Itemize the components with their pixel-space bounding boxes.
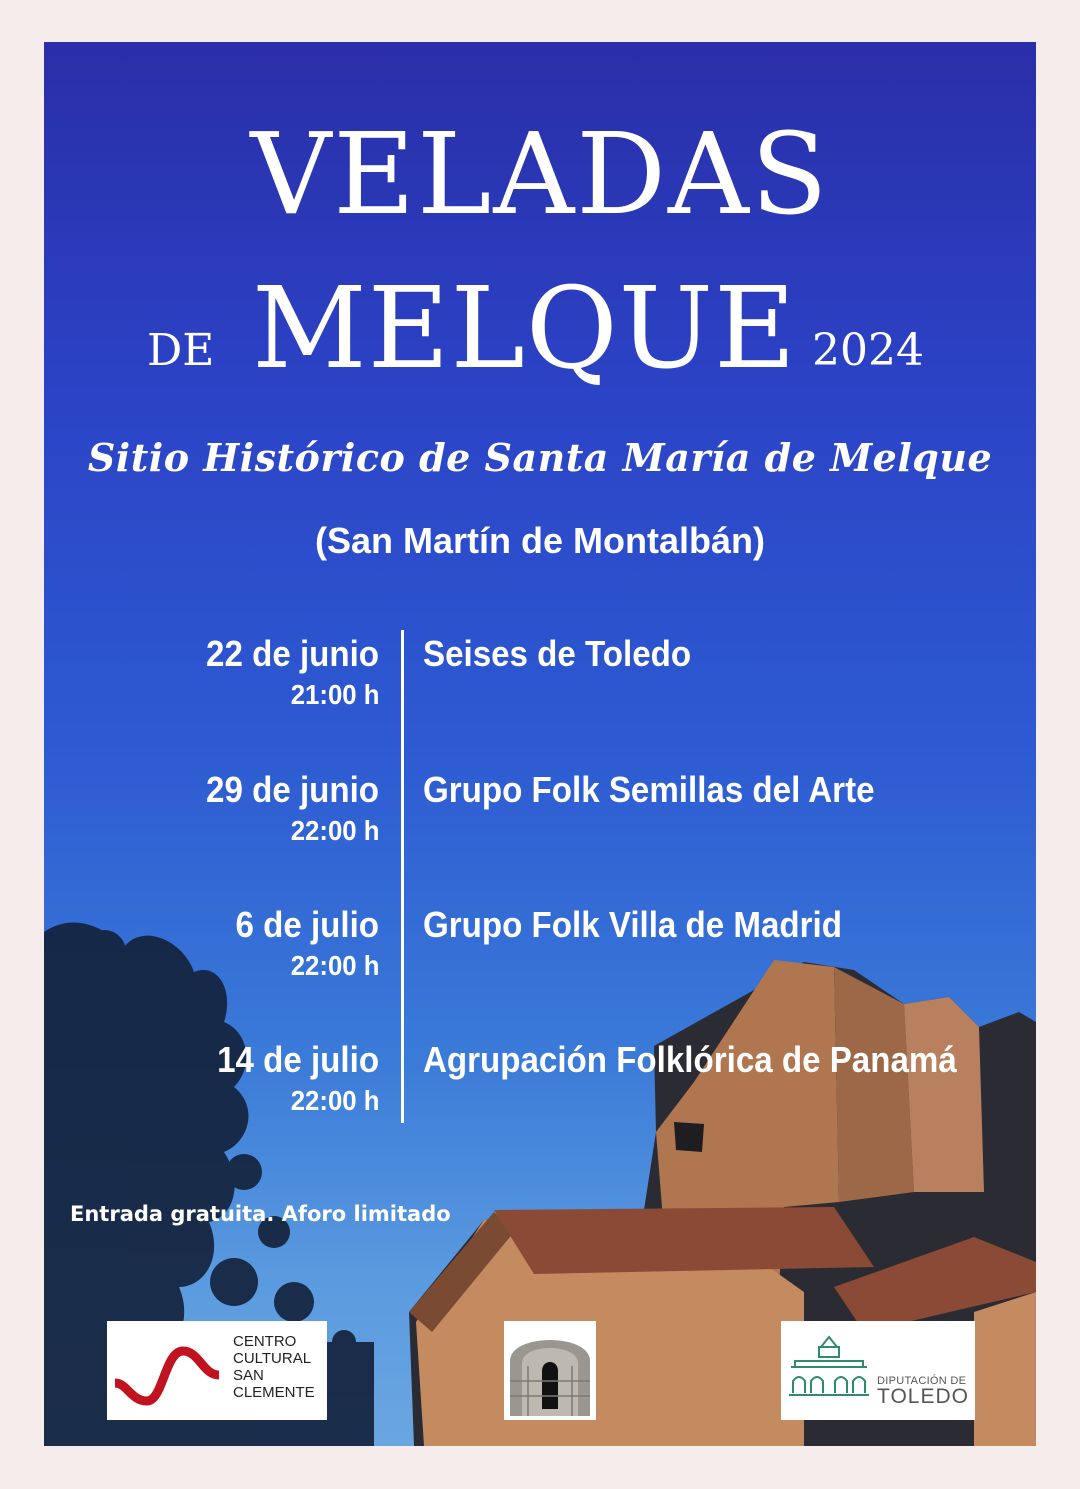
admission-note: Entrada gratuita. Aforo limitado (70, 1202, 451, 1226)
san-clemente-logo (107, 1321, 327, 1420)
event-time: 22:00 h (290, 815, 379, 846)
diputacion-toledo-logo (781, 1321, 975, 1420)
poster (44, 42, 1036, 1446)
event-time: 22:00 h (290, 950, 379, 981)
schedule-divider (401, 630, 404, 1123)
event-date: 14 de julio (217, 1039, 379, 1080)
event-performer: Seises de Toledo (423, 633, 692, 674)
title-melque: MELQUE (252, 264, 797, 394)
event-date: 29 de junio (205, 769, 379, 810)
logo-text-line: CULTURAL (233, 1350, 312, 1367)
title-year: 2024 (812, 325, 924, 376)
logo-text-line: DIPUTACIÓN DE (877, 1375, 967, 1387)
event-time: 22:00 h (290, 1085, 379, 1116)
arch-window-icon (504, 1321, 596, 1420)
background-illustration (44, 42, 1036, 1446)
title-de: DE (147, 325, 215, 376)
event-time: 21:00 h (290, 679, 379, 710)
event-performer: Grupo Folk Semillas del Arte (423, 769, 875, 810)
melque-logo (504, 1321, 596, 1420)
event-performer: Agrupación Folklórica de Panamá (423, 1039, 957, 1080)
title-veladas: VELADAS (250, 110, 830, 240)
logo-text-line: SAN (233, 1367, 264, 1384)
venue-location: (San Martín de Montalbán) (315, 520, 765, 561)
logo-text-line: CENTRO (233, 1333, 297, 1350)
logo-text-line: TOLEDO (877, 1385, 969, 1408)
san-clemente-wave-icon (107, 1321, 227, 1420)
venue-subtitle: Sitio Histórico de Santa María de Melque (87, 435, 993, 480)
event-date: 22 de junio (205, 633, 379, 674)
event-performer: Grupo Folk Villa de Madrid (423, 904, 842, 945)
logo-text-line: CLEMENTE (233, 1384, 315, 1401)
event-date: 6 de julio (235, 904, 379, 945)
building-facade-icon (781, 1321, 877, 1420)
